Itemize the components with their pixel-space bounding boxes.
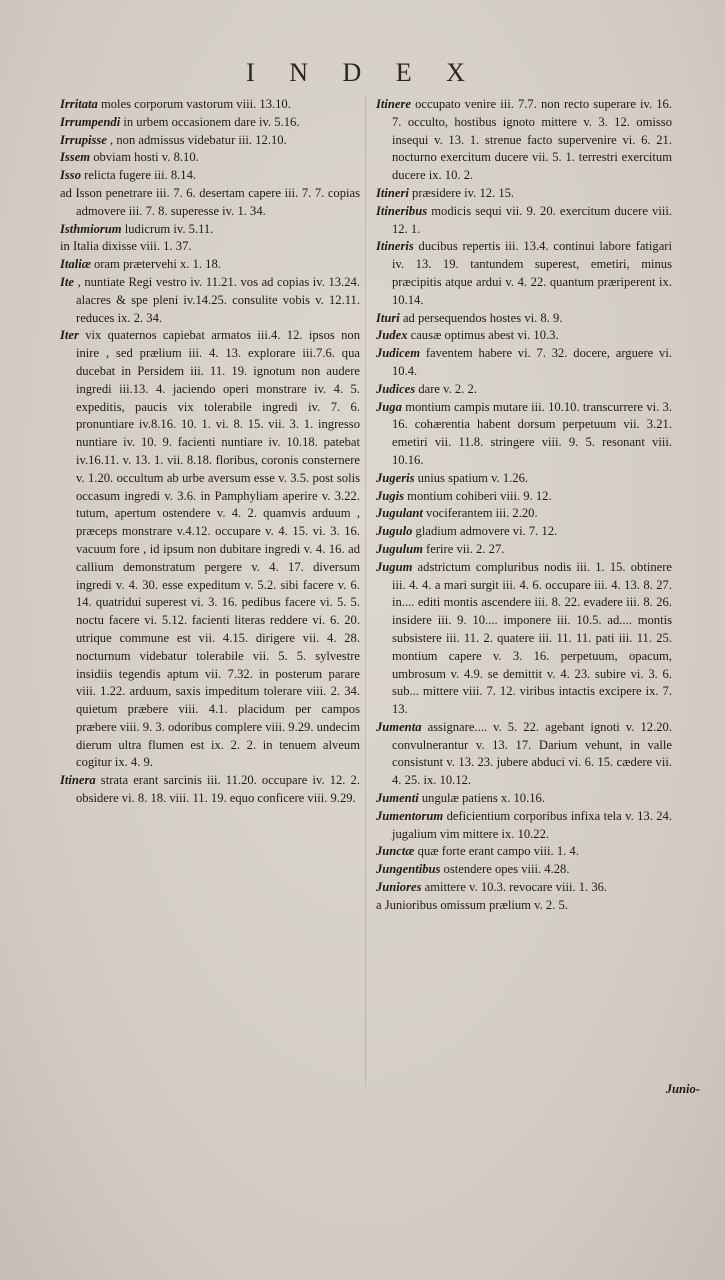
- entry-headword: Judex: [376, 328, 408, 343]
- catchword: Junio-: [665, 1082, 700, 1096]
- entry-text: ad persequendos hostes vi. 8. 9.: [399, 310, 563, 325]
- entry-text: ducibus repertis iii. 13.4. continui labore fatigari iv. 13. 19. tantundem superest, emetiri, minus præcipitis atque ardui v. 4. 22. quantum præriperent ix. 10.14.: [392, 239, 672, 307]
- index-entry: [60, 274, 360, 327]
- entry-headword: Ituri: [376, 310, 400, 325]
- index-entry: [376, 203, 672, 239]
- index-entry: [60, 185, 360, 221]
- index-entry: [60, 149, 360, 167]
- entry-text: , nuntiate Regi vestro iv. 11.21. vos ad copias iv. 13.24. alacres & spe pleni iv.14.25. consulite vobis v. 12.11. reduces ix. 2. 34.: [74, 274, 360, 325]
- entry-text: oram prætervehi x. 1. 18.: [90, 257, 221, 272]
- right-column: [376, 96, 672, 915]
- index-entry: [376, 381, 672, 399]
- index-entry: [376, 559, 672, 719]
- entry-text: dare v. 2. 2.: [415, 381, 477, 396]
- index-entry: [376, 541, 672, 559]
- entry-text: adstrictum compluribus nodis iii. 1. 15. obtinere iii. 4. 4. a mari surgit iii. 4. 6. occupare iii. 4. 13. 8. 27. in.... editi montis ascendere iii. 8. 22. evadere iii. 8. 26. insidere iii. 9. 10.... imponere iii. 10.5. ad.... montis subsistere iii. 11. 2. quatere iii. 11. 11. pati iii. 11. 25. montium capere v. 3. 16. perpetuum, opacum, umbrosum v. 4.9. se demittit v. 4. 23. subire vi. 3. 6. sub... mittere viii. 7. 12. viribus intactis excipere ix. 7. 13.: [392, 559, 672, 717]
- entry-text: obviam hosti v. 8.10.: [90, 150, 199, 165]
- index-entry: [376, 879, 672, 897]
- page-header: I N D E X: [246, 58, 479, 87]
- index-entry: [376, 345, 672, 381]
- entry-headword: Iter: [60, 328, 79, 343]
- entry-text: occupato venire iii. 7.7. non recto superare iv. 16. 7. occulto, hostibus ignoto mittere v. 3. 12. omisso insequi v. 13. 1. strenue facto supervenire vi. 6. 21. nocturno exercitum ducere vii. 5. 1. terrestri exercitum ducere ix. 10. 2.: [392, 97, 672, 183]
- entry-headword: Jugulo: [376, 524, 413, 539]
- entry-headword: Judicem: [376, 346, 421, 361]
- index-entry: [60, 167, 360, 185]
- entry-text: amittere v. 10.3. revocare viii. 1. 36.: [421, 880, 608, 895]
- entry-text: montium cohiberi viii. 9. 12.: [404, 488, 552, 503]
- index-entry: [60, 221, 360, 239]
- index-entry: [376, 470, 672, 488]
- entry-text: strata erant sarcinis iii. 11.20. occupare iv. 12. 2. obsidere vi. 8. 18. viii. 11. 19. equo conficere viii. 9.29.: [76, 773, 360, 806]
- entry-text: in urbem occasionem dare iv. 5.16.: [120, 114, 300, 129]
- entry-headword: Irritata: [60, 97, 98, 111]
- index-entry: [376, 185, 672, 203]
- left-column: [60, 96, 360, 808]
- entry-text: ludicrum iv. 5.11.: [121, 221, 214, 236]
- entry-text: quæ forte erant campo viii. 1. 4.: [414, 844, 579, 859]
- index-entry: [60, 327, 360, 772]
- entry-headword: Itineribus: [376, 203, 428, 218]
- index-entry: [60, 772, 360, 808]
- entry-text: ungulæ patiens x. 10.16.: [418, 791, 545, 806]
- entry-headword: Jumentorum: [376, 808, 444, 823]
- entry-headword: Italiæ: [60, 257, 91, 272]
- entry-headword: Jugum: [376, 559, 413, 574]
- entry-text: assignare.... v. 5. 22. agebant ignoti v. 12.20. convulnerantur v. 13. 17. Darium vehunt, in valle consistunt v. 13. 23. jubere abduci vi. 6. 15. cædere vii. 4. 25. ix. 10.12.: [392, 719, 672, 788]
- entry-headword: Juniores: [376, 880, 422, 895]
- entry-headword: Itineris: [376, 239, 414, 254]
- index-entry: [376, 327, 672, 345]
- index-entry: [376, 399, 672, 470]
- entry-headword: Jugulant: [376, 506, 423, 521]
- index-entry: [376, 897, 672, 915]
- entry-headword: Jugeris: [376, 470, 415, 485]
- entry-headword: Judices: [376, 381, 416, 396]
- entry-headword: Itinere: [376, 97, 411, 111]
- index-entry: [60, 96, 360, 114]
- index-entry: [376, 861, 672, 879]
- entry-headword: Jugis: [376, 488, 404, 503]
- entry-text: unius spatium v. 1.26.: [414, 470, 529, 485]
- entry-text: gladium admovere vi. 7. 12.: [412, 524, 558, 539]
- entry-text: ad Isson penetrare iii. 7. 6. desertam capere iii. 7. 7. copias admovere iii. 7. 8. superesse iv. 1. 34.: [60, 185, 360, 218]
- index-entry: [376, 523, 672, 541]
- entry-headword: Jumenti: [376, 791, 419, 806]
- index-entry: [60, 132, 360, 150]
- entry-text: causæ optimus abest vi. 10.3.: [407, 328, 559, 343]
- index-entry: [376, 790, 672, 808]
- index-entry: [376, 719, 672, 790]
- index-entry: [376, 808, 672, 844]
- entry-text: faventem habere vi. 7. 32. docere, arguere vi. 10.4.: [392, 346, 672, 378]
- index-entry: [376, 505, 672, 523]
- entry-text: , non admissus videbatur iii. 12.10.: [106, 132, 287, 147]
- entry-text: relicta fugere iii. 8.14.: [81, 168, 197, 183]
- entry-headword: Isso: [60, 168, 81, 183]
- entry-headword: Jungentibus: [376, 862, 441, 877]
- index-entry: [60, 238, 360, 256]
- index-entry: [376, 310, 672, 328]
- entry-text: deficientium corporibus infixa tela v. 13. 24. jugalium vim mittere ix. 10.22.: [392, 808, 672, 841]
- entry-headword: Itinera: [60, 773, 96, 788]
- entry-text: a Junioribus omissum prælium v. 2. 5.: [376, 897, 568, 912]
- entry-text: vociferantem iii. 2.20.: [422, 506, 538, 521]
- entry-text: præsidere iv. 12. 15.: [408, 185, 515, 200]
- entry-headword: Jugulum: [376, 541, 423, 556]
- index-entry: [60, 114, 360, 132]
- index-entry: [376, 488, 672, 506]
- index-entry: [376, 96, 672, 185]
- entry-headword: Junctæ: [376, 844, 415, 859]
- entry-headword: Issem: [60, 150, 91, 165]
- entry-text: ferire vii. 2. 27.: [422, 541, 505, 556]
- entry-headword: Itineri: [376, 185, 409, 200]
- entry-headword: Irrumpendi: [60, 114, 121, 129]
- entry-text: montium campis mutare iii. 10.10. transcurrere vi. 3. 16. cohærentia habent dorsum perpetuum vii. 3.21. emetiri vii. 11.8. stringere viii. 9. 5. resonant viii. 10.16.: [392, 399, 672, 467]
- entry-headword: Ite: [60, 274, 74, 289]
- entry-headword: Jumenta: [376, 719, 422, 734]
- entry-text: ostendere opes viii. 4.28.: [440, 862, 570, 877]
- index-entry: [60, 256, 360, 274]
- entry-text: moles corporum vastorum viii. 13.10.: [97, 97, 291, 111]
- entry-text: vix quaternos capiebat armatos iii.4. 12. ipsos non inire , sed prælium iii. 4. 13. explorare iii.7.6. qua ducebat in Persidem iii. 11. 19. ignotum non audere ingredi iii.13. 4. jaciendo operi monstrare iv. 4. 5. expeditis, paucis vix tolerabile ingredi iv. 7. 6. pronuntiare iv.8.16. 10. 1. vi. 8. 15. vii. 3. 1. ingresso nuntiare iv. 10. 9. facienti nuntiare iv. 10.18. patebat iv.16.11. v. 13. 1. vii. 8.18. floribus, coronis consternere v. 1.20. occultum ab urbe aversum esse v. 3.5. post solis occasum ingredi v. 3.6. in Pamphyliam aperire v. 3.22. tutum, apertum ostendere v. 4. 2. quamvis arduum , præceps monstrare v.4.12. occupare v. 4. 15. vi. 3. 16. vacuum fore , id ipsum non dubitare ingredi v. 4. 16. ad callium demonstratum pergere v. 4. 17. diversum ingredi v. 4. 30. esse expeditum v. 5.2. sibi facere v. 6. 14. quatridui superest vi. 3. 16. pedibus facere vi. 5. 5. noctu facere vi. 5.12. facienti literas reddere vi. 6. 20. utrique commune est vii. 4.15. dirigere vii. 4. 28. nocturnum videbatur tolerabile vii. 5. 5. sylvestre insidiis tegendis aptum vii. 7.32. in posterum parare viii. 1.22. arduum, saxis impeditum tolerare viii. 2. 34. quietum præbere viii. 4.1. placidum per campos præbere viii. 9. 3. odoribus complere viii. 9.29. undecim dierum ultra flumen est ix. 2. 2. in tenuem alveum cogitur ix. 4. 9.: [76, 328, 361, 770]
- entry-headword: Isthmiorum: [60, 221, 122, 236]
- entry-text: modicis sequi vii. 9. 20. exercitum ducere viii. 12. 1.: [392, 203, 672, 236]
- index-entry: [376, 238, 672, 309]
- index-entry: [376, 843, 672, 861]
- entry-headword: Irrupisse: [60, 132, 107, 147]
- entry-headword: Juga: [376, 399, 402, 414]
- column-gutter: [365, 96, 366, 1086]
- entry-text: in Italia dixisse viii. 1. 37.: [60, 239, 192, 254]
